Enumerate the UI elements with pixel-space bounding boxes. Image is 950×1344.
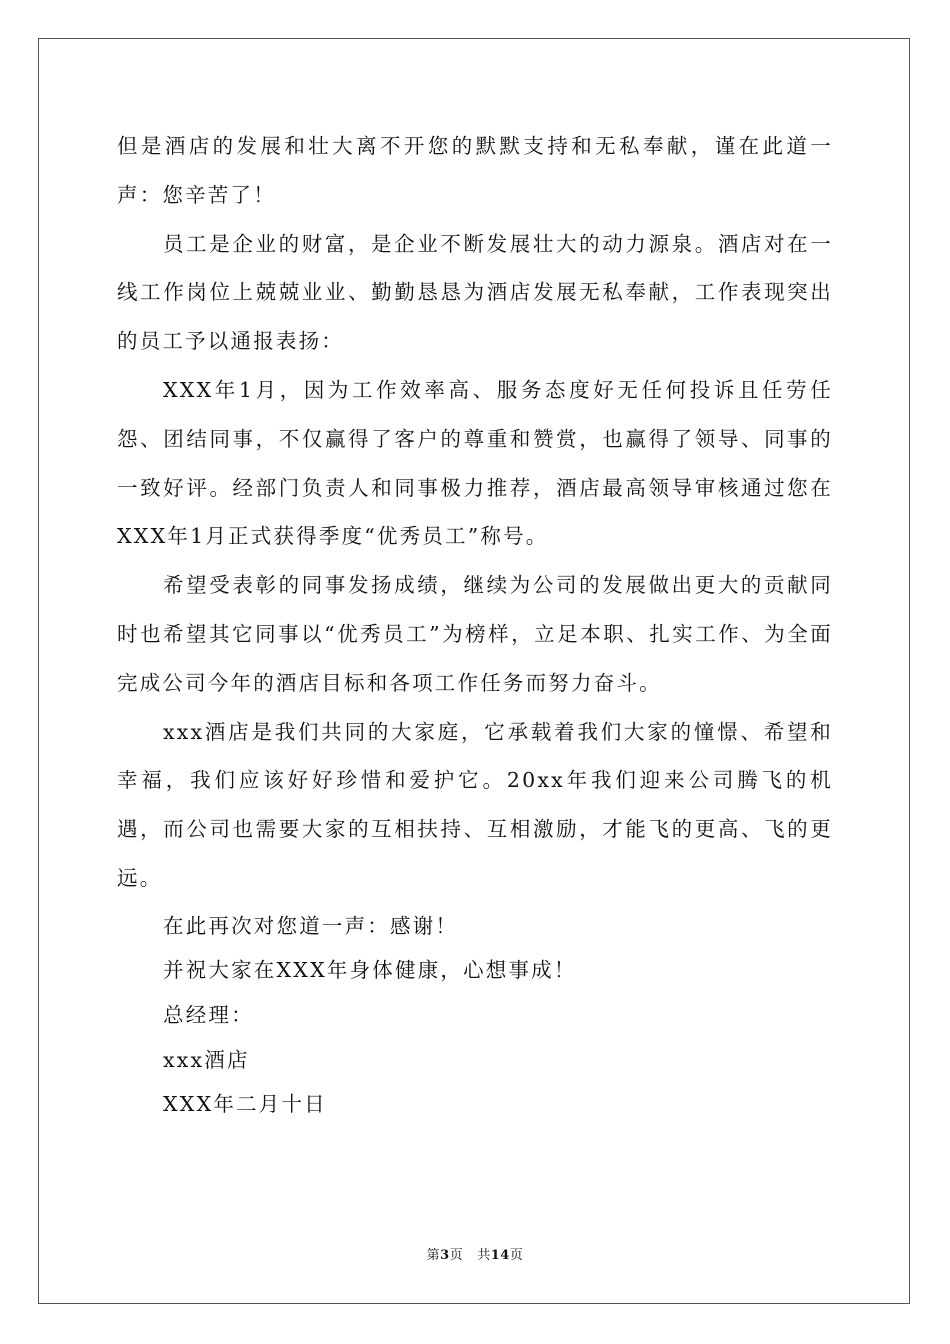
closing-wishes: 并祝大家在XXX年身体健康，心想事成！	[163, 958, 577, 983]
document-body	[117, 122, 833, 1127]
paragraph-1: 但是酒店的发展和壮大离不开您的默默支持和无私奉献，谨在此道一声：您辛苦了！	[117, 134, 833, 207]
footer-page-suffix: 页	[449, 1248, 464, 1263]
footer-page-number: 3	[440, 1248, 450, 1263]
page-footer	[0, 1244, 950, 1263]
signature-org: xxx酒店	[163, 1047, 250, 1072]
closing-thanks: 在此再次对您道一声：感谢！	[163, 913, 459, 938]
footer-total-suffix: 页	[509, 1248, 524, 1263]
signature-title: 总经理：	[163, 1002, 254, 1027]
paragraph-3: XXX年1月，因为工作效率高、服务态度好无任何投诉且任劳任怨、团结同事，不仅赢得了客户的尊重和赞赏，也赢得了领导、同事的一致好评。经部门负责人和同事极力推荐，酒店最高领导审核通过您在XXX年1月正式获得季度“优秀员工”称号。	[117, 377, 833, 549]
paragraph-2: 员工是企业的财富，是企业不断发展壮大的动力源泉。酒店对在一线工作岗位上兢兢业业、勤勤恳恳为酒店发展无私奉献，工作表现突出的员工予以通报表扬：	[117, 231, 833, 354]
footer-total-prefix: 共	[477, 1248, 491, 1263]
paragraph-4: 希望受表彰的同事发扬成绩，继续为公司的发展做出更大的贡献同时也希望其它同事以“优秀员工”为榜样，立足本职、扎实工作、为全面完成公司今年的酒店目标和各项工作任务而努力奋斗。	[117, 573, 833, 695]
signature-date: XXX年二月十日	[163, 1092, 327, 1117]
footer-total-pages: 14	[490, 1248, 510, 1263]
footer-page-prefix: 第	[426, 1248, 441, 1263]
paragraph-5: xxx酒店是我们共同的大家庭，它承载着我们大家的憧憬、希望和幸福，我们应该好好珍惜和爱护它。20xx年我们迎来公司腾飞的机遇，而公司也需要大家的互相扶持、互相激励，才能飞的更高、飞的更远。	[117, 719, 833, 890]
